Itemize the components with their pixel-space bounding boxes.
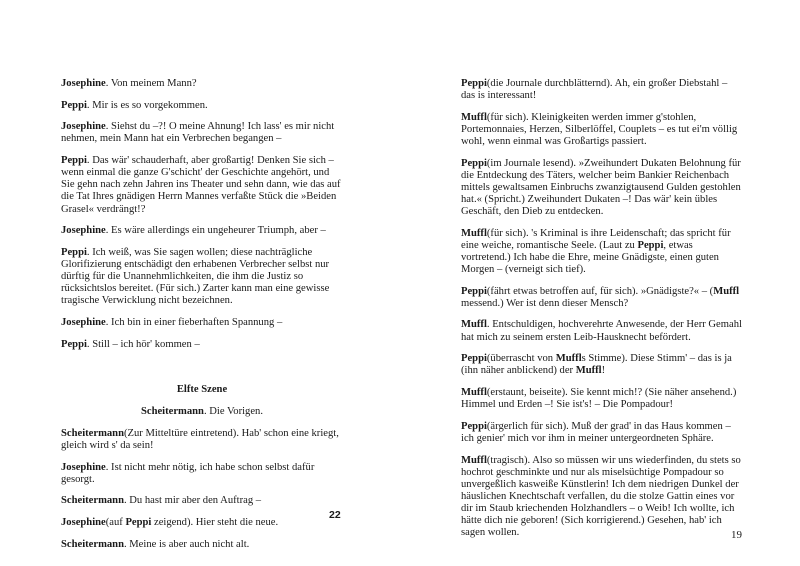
dialogue-paragraph <box>61 539 343 551</box>
dialogue-paragraph <box>61 121 343 145</box>
right-page <box>400 0 800 566</box>
dialogue-text: . Entschuldigen, hochverehrte Anwesende, der Herr Gemahl hat mich zu seinem ersten Leib-Hausknecht befördert. <box>461 319 742 343</box>
speaker-name: Peppi <box>61 246 87 258</box>
dialogue-paragraph <box>461 387 743 411</box>
dialogue-text: (für sich). 's Kriminal is ihre Leidenschaft; das spricht für eine weiche, romantische Seele. (Laut zu <box>461 227 731 251</box>
page-number: 19 <box>731 529 742 541</box>
speaker-name: Peppi <box>461 353 487 365</box>
dialogue-text: (ärgerlich für sich). Muß der grad' in das Haus kommen – ich genier' mich vor ihm in meiner untergeordneten Sphäre. <box>461 420 731 444</box>
speaker-name: Josephine <box>61 316 106 328</box>
dialogue-paragraph <box>61 317 343 329</box>
dialogue-text: . Ich weiß, was Sie sagen wollen; diese nachträgliche Glorifizierung entschädigt den erhabenen Verbrecher selbst nur dürftig für die Unannehmlichkeiten, die ihm die Justiz so rücksichtslos bereitet. (Für sich.) Zarter kann man eine gewisse tragische Verwicklung nicht bezeichnen. <box>61 246 330 307</box>
speaker-name: Josephine <box>61 225 106 237</box>
dialogue-text: (für sich). Kleinigkeiten werden immer g'stohlen, Portemonnaies, Herzen, Silberlöffel, Couplets – es tut ei'm völlig wohl, wenn einmal was Großartigs passiert. <box>461 111 738 147</box>
dialogue-text: (tragisch). Also so müssen wir uns wiederfinden, du stets so hochrot geschminkte und nur als miselsüchtige Pompadour so unvergeßlich kasweiße Künstlerin! Ich dem niedrigen Dunkel der häuslichen Knechtschaft verfallen, du die stolze Gattin eines vor dir im Staub kriechenden Holzhandlers – o Weib! Ich wollte, ich hätte dich nie geboren! (Sich korrigierend.) Gesehen, hab' ich sagen wollen. <box>461 454 741 539</box>
dialogue-text: s Stimme). Diese Stimm' – das is ja (ihn näher anblickend) der <box>461 353 732 377</box>
inline-speaker-name: Muffl <box>555 353 582 365</box>
dialogue-text: . Mir is es so vorgekommen. <box>86 99 208 111</box>
inline-speaker-name: Muffl <box>575 365 602 377</box>
right-page-content <box>461 78 743 549</box>
dialogue-paragraph <box>61 428 343 452</box>
dialogue-paragraph <box>61 247 343 307</box>
left-page-content <box>61 78 343 560</box>
dialogue-paragraph <box>461 421 743 445</box>
dialogue-text: (überrascht von <box>486 353 556 365</box>
dialogue-paragraph <box>461 319 743 343</box>
speaker-name: Muffl <box>461 319 487 331</box>
dialogue-text: (Zur Mitteltüre eintretend). Hab' schon eine kriegt, gleich wird s' da sein! <box>61 427 339 451</box>
speaker-name: Muffl <box>461 227 487 239</box>
dialogue-paragraph <box>61 155 343 215</box>
scene-cast <box>61 406 343 418</box>
dialogue-text: . Du hast mir aber den Auftrag – <box>123 495 262 507</box>
dialogue-text: . Ich bin in einer fieberhaften Spannung – <box>105 316 283 328</box>
dialogue-paragraph <box>61 225 343 237</box>
speaker-name: Peppi <box>61 338 87 350</box>
dialogue-text: , etwas vortretend.) Ich habe die Ehre, meine Gnädigste, einen guten Morgen – (verneigt sich tief). <box>461 239 719 275</box>
dialogue-text: . Es wäre allerdings ein ungeheurer Triumph, aber – <box>105 225 326 237</box>
dialogue-paragraph <box>61 78 343 90</box>
speaker-name: Scheitermann <box>61 538 124 550</box>
speaker-name: Scheitermann <box>61 495 124 507</box>
inline-speaker-name: Peppi <box>125 516 152 528</box>
speaker-name: Scheitermann <box>140 406 204 418</box>
dialogue-text: (im Journale lesend). »Zweihundert Dukaten Belohnung für die Entdeckung des Täters, welcher beim Bankier Reichenbach mittels gewaltsamen Einbruchs zwanzigtausend Gulden gestohlen hat.« (Spricht.) Zweihundert Dukaten –! Das wär' kein übles Geschäft, den Dieb zu entdecken. <box>461 157 741 218</box>
speaker-name: Muffl <box>461 387 487 399</box>
inline-speaker-name: Peppi <box>637 239 664 251</box>
inline-speaker-name: Muffl <box>713 285 740 297</box>
dialogue-paragraph <box>61 100 343 112</box>
speaker-name: Josephine <box>61 121 106 133</box>
dialogue-paragraph <box>461 228 743 276</box>
dialogue-text: . Still – ich hör' kommen – <box>86 338 200 350</box>
dialogue-text: . Ist nicht mehr nötig, ich habe schon selbst dafür gesorgt. <box>61 461 315 485</box>
speaker-name: Peppi <box>461 78 487 89</box>
speaker-name: Josephine <box>61 516 106 528</box>
speaker-name: Josephine <box>61 78 106 89</box>
speaker-name: Scheitermann <box>61 427 124 439</box>
dialogue-text: . Das wär' schauderhaft, aber großartig! Denken Sie sich – wenn einmal die ganze G'schicht' der Geschichte angehört, und Sie gehn nach zehn Jahren ins Theater und sehn dann, wie das auf die Tat Ihres gnädigen Herrn Mannes verfaßte Stück die »Beiden Grasel« verdrängt!? <box>61 155 341 215</box>
dialogue-text: (fährt etwas betroffen auf, für sich). »Gnädigste?« – ( <box>486 285 714 297</box>
cast-text: . Die Vorigen. <box>203 406 263 418</box>
dialogue-paragraph <box>461 112 743 148</box>
dialogue-paragraph <box>61 462 343 486</box>
speaker-name: Muffl <box>461 111 487 123</box>
page-number: 22 <box>329 509 341 521</box>
dialogue-text: (erstaunt, beiseite). Sie kennt mich!? (Sie näher ansehend.) Himmel und Erden –! Sie ist's! – Die Pompadour! <box>461 387 737 411</box>
dialogue-text: zeigend). Hier steht die neue. <box>151 516 279 528</box>
dialogue-paragraph <box>61 517 343 529</box>
scene-heading: Elfte Szene <box>176 384 228 396</box>
speaker-name: Peppi <box>61 99 87 111</box>
speaker-name: Peppi <box>461 420 487 432</box>
scene-spacer <box>61 360 343 384</box>
speaker-name: Josephine <box>61 461 106 473</box>
speaker-name: Peppi <box>461 285 487 297</box>
speaker-name: Muffl <box>461 454 487 466</box>
dialogue-text: (die Journale durchblätternd). Ah, ein großer Diebstahl – das is interessant! <box>461 78 728 102</box>
dialogue-text: (auf <box>105 516 126 528</box>
dialogue-paragraph <box>461 158 743 218</box>
speaker-name: Peppi <box>61 155 87 167</box>
speaker-name: Peppi <box>461 157 487 169</box>
dialogue-text: . Meine is aber auch nicht alt. <box>123 538 250 550</box>
dialogue-text: . Von meinem Mann? <box>105 78 197 89</box>
dialogue-text: messend.) Wer ist denn dieser Mensch? <box>461 297 629 309</box>
dialogue-text: ! <box>601 365 606 377</box>
dialogue-paragraph <box>461 455 743 540</box>
dialogue-paragraph <box>461 78 743 102</box>
dialogue-text: . Siehst du –?! O meine Ahnung! Ich lass' es mir nicht nehmen, mein Mann hat ein Verbrechen begangen – <box>61 121 335 145</box>
dialogue-paragraph <box>61 495 343 507</box>
dialogue-paragraph <box>461 286 743 310</box>
dialogue-paragraph <box>61 339 343 351</box>
dialogue-paragraph <box>461 353 743 377</box>
